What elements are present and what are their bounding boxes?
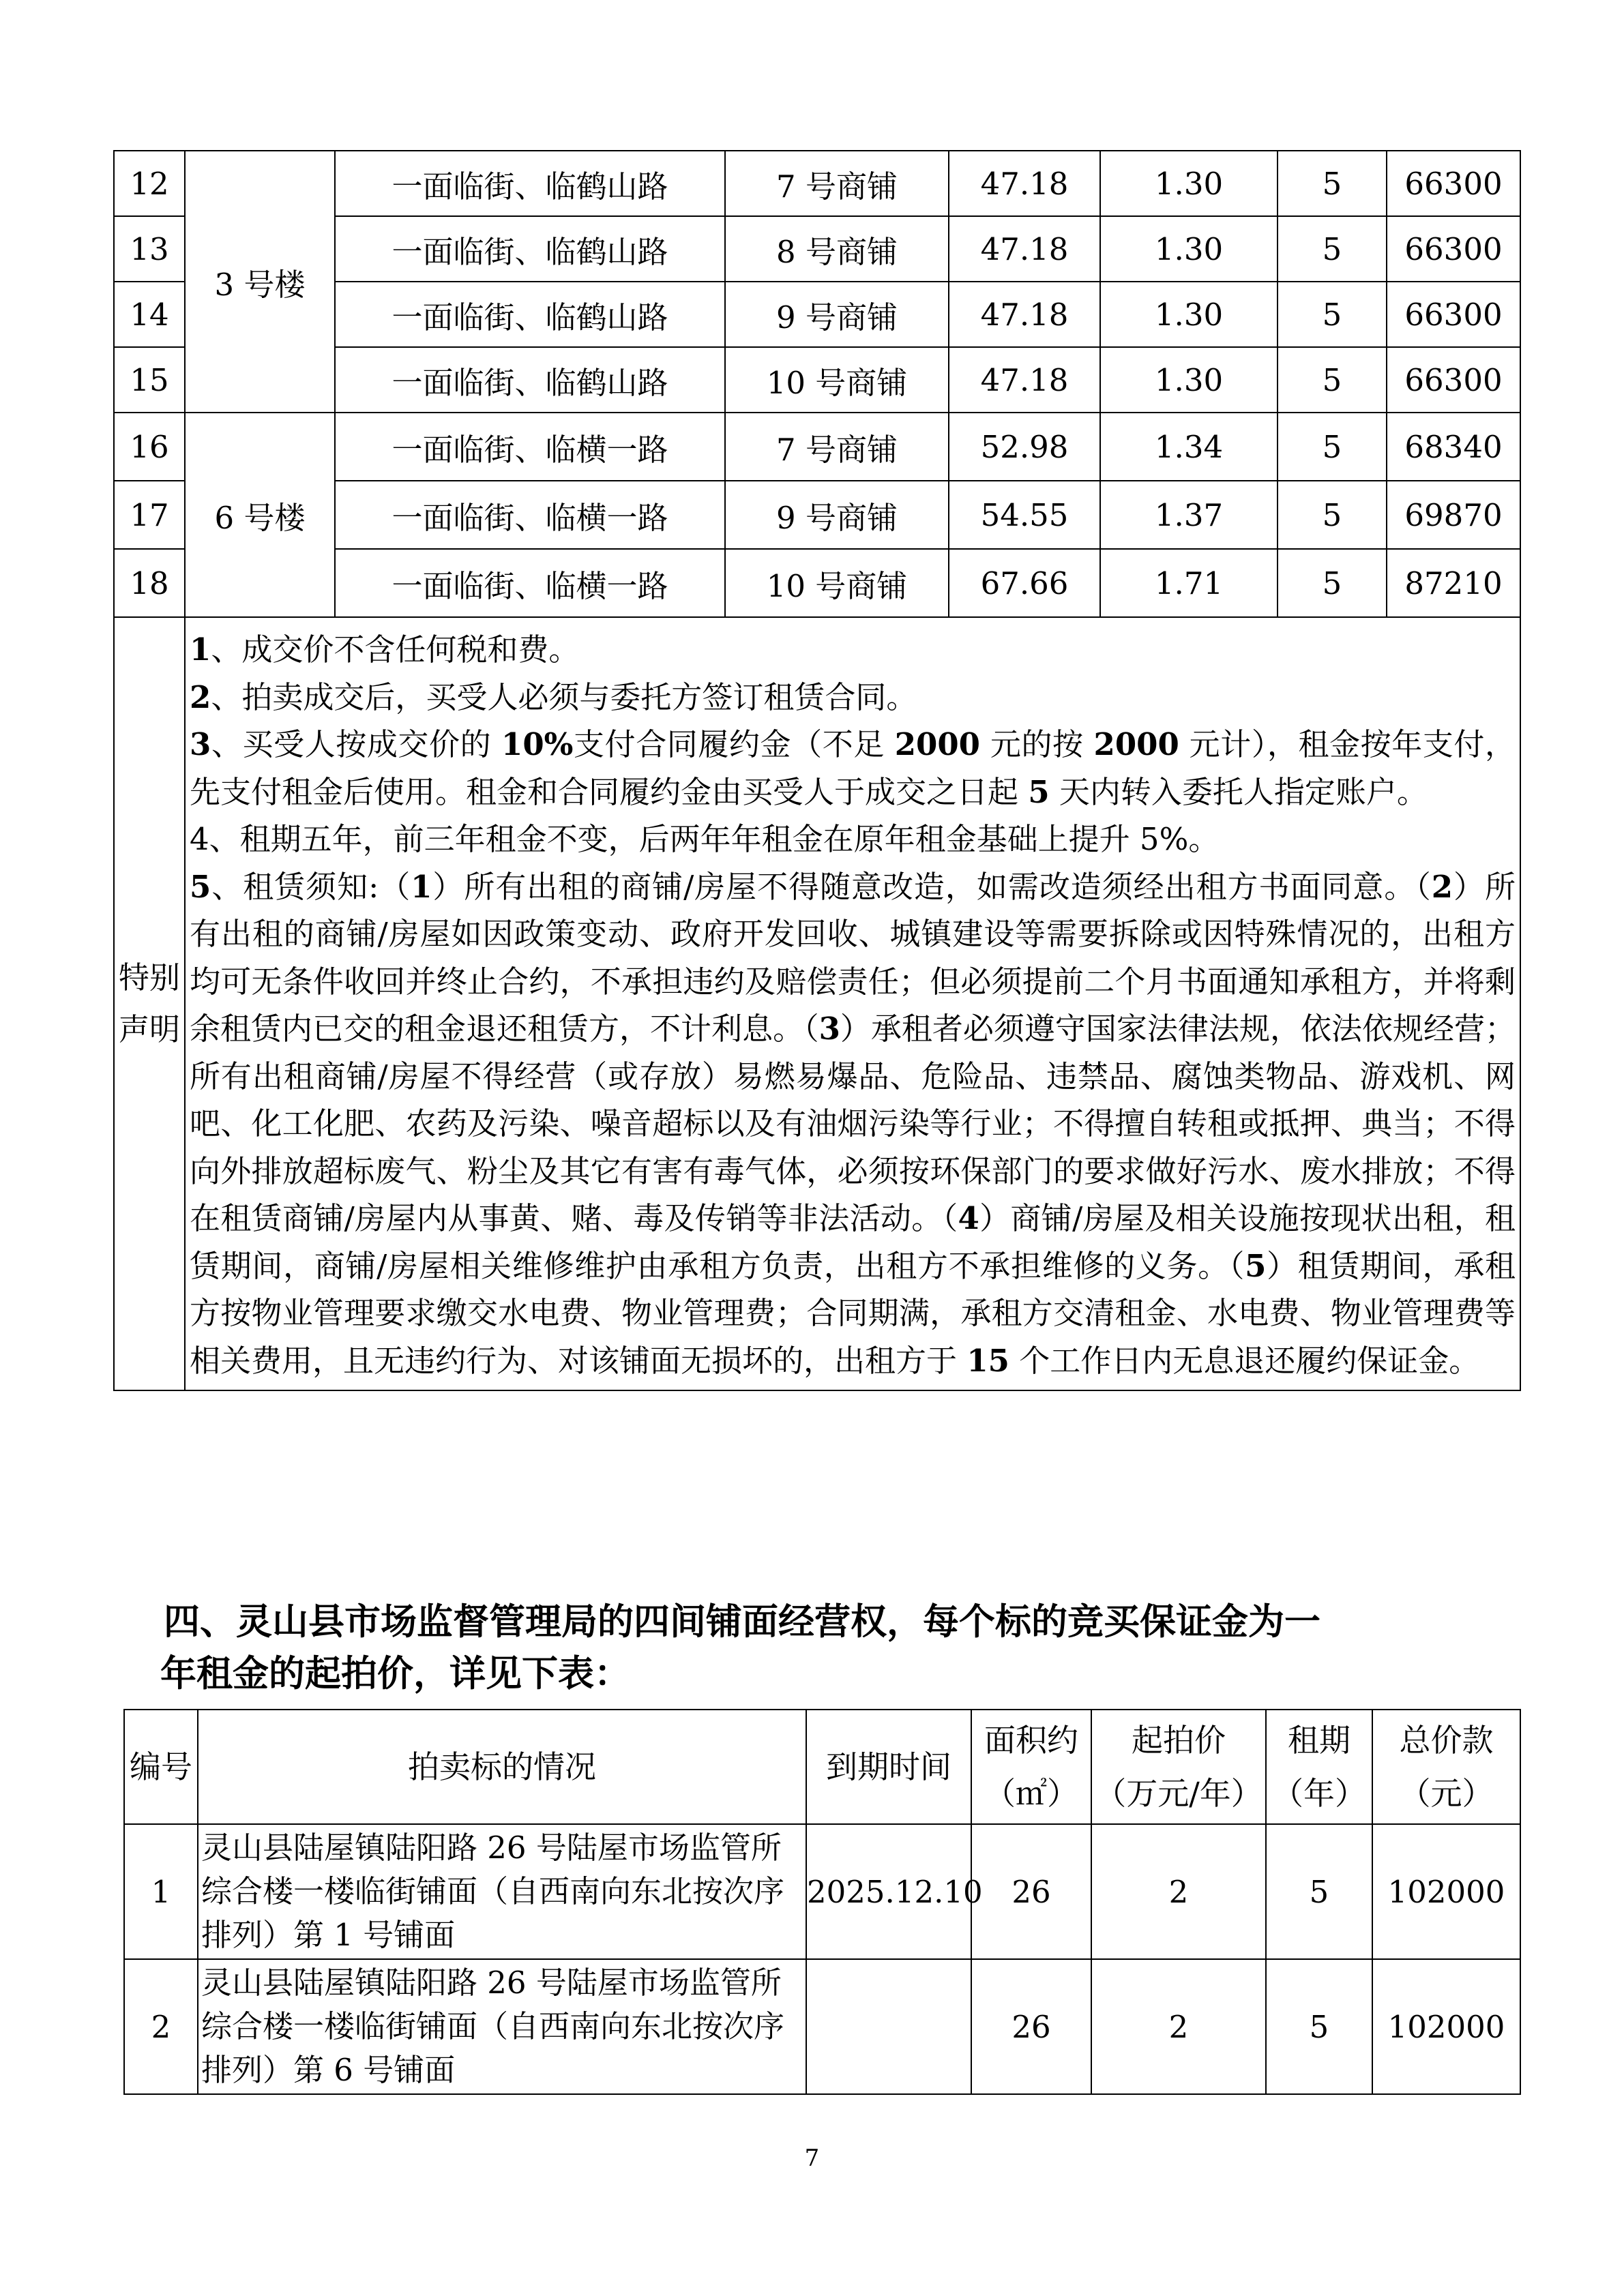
area-cell: 26 (971, 1959, 1091, 2094)
price-cell: 1.71 (1100, 549, 1278, 617)
term-cell: 5 (1278, 347, 1387, 413)
row-number: 15 (114, 347, 185, 413)
price-cell: 2 (1091, 1959, 1266, 2094)
shop-cell: 8 号商铺 (725, 216, 949, 282)
shop-cell: 7 号商铺 (725, 413, 949, 481)
location-cell: 一面临街、临横一路 (335, 413, 725, 481)
note-3: 3、买受人按成交价的 10%支付合同履约金（不足 2000 元的按 2000 元计），租金按年支付，先支付租金后使用。租金和合同履约金由买受人于成交之日起 5 天内转入委托人指定账户。 (190, 726, 1516, 810)
row-number: 2 (124, 1959, 198, 2094)
location-cell: 一面临街、临鹤山路 (335, 216, 725, 282)
header-no: 编号 (124, 1710, 198, 1824)
row-number: 17 (114, 481, 185, 549)
price-cell: 1.34 (1100, 413, 1278, 481)
area-cell: 67.66 (949, 549, 1100, 617)
total-cell: 102000 (1372, 1959, 1520, 2094)
expire-cell (806, 1959, 971, 2094)
price-cell: 1.30 (1100, 216, 1278, 282)
shop-cell: 9 号商铺 (725, 282, 949, 347)
total-cell: 66300 (1387, 347, 1520, 413)
total-cell: 68340 (1387, 413, 1520, 481)
heading-line-2: 年租金的起拍价，详见下表： (160, 1652, 630, 1695)
location-cell: 一面临街、临横一路 (335, 549, 725, 617)
term-cell: 5 (1266, 1824, 1372, 1959)
building-cell: 3 号楼 (185, 151, 335, 413)
area-cell: 47.18 (949, 151, 1100, 216)
total-cell: 66300 (1387, 151, 1520, 216)
header-term: 租期 （年） (1266, 1710, 1372, 1824)
term-cell: 5 (1278, 481, 1387, 549)
header-total: 总价款 （元） (1372, 1710, 1520, 1824)
shop-cell: 10 号商铺 (725, 347, 949, 413)
location-cell: 一面临街、临鹤山路 (335, 347, 725, 413)
total-cell: 66300 (1387, 216, 1520, 282)
area-cell: 47.18 (949, 347, 1100, 413)
header-area: 面积约 （㎡） (971, 1710, 1091, 1824)
special-statement-text: 特别声明 (118, 959, 180, 1047)
area-cell: 47.18 (949, 282, 1100, 347)
note-2: 2、拍卖成交后，买受人必须与委托方签订租赁合同。 (190, 679, 917, 715)
shop-cell: 9 号商铺 (725, 481, 949, 549)
term-cell: 5 (1278, 549, 1387, 617)
page-number: 7 (804, 2145, 820, 2172)
location-cell: 一面临街、临鹤山路 (335, 282, 725, 347)
area-cell: 52.98 (949, 413, 1100, 481)
desc-cell: 灵山县陆屋镇陆阳路 26 号陆屋市场监管所综合楼一楼临街铺面（自西南向东北按次序排列）第 6 号铺面 (198, 1959, 806, 2094)
row-number: 12 (114, 151, 185, 216)
price-cell: 2 (1091, 1824, 1266, 1959)
table-row (124, 1959, 1520, 2094)
term-cell: 5 (1278, 282, 1387, 347)
building-cell: 6 号楼 (185, 413, 335, 617)
term-cell: 5 (1278, 151, 1387, 216)
area-cell: 54.55 (949, 481, 1100, 549)
price-cell: 1.37 (1100, 481, 1278, 549)
total-cell: 66300 (1387, 282, 1520, 347)
shop-auction-table (123, 1709, 1521, 2095)
row-number: 13 (114, 216, 185, 282)
table-row (114, 413, 1520, 481)
total-cell: 102000 (1372, 1824, 1520, 1959)
notes-row (114, 617, 1520, 1390)
special-statement-label (114, 617, 185, 1390)
lease-table-continued (113, 150, 1521, 1391)
heading-line-1: 四、灵山县市场监督管理局的四间铺面经营权，每个标的竞买保证金为一 (164, 1600, 1320, 1643)
shop-cell: 7 号商铺 (725, 151, 949, 216)
location-cell: 一面临街、临鹤山路 (335, 151, 725, 216)
header-price: 起拍价 （万元/年） (1091, 1710, 1266, 1824)
row-number: 1 (124, 1824, 198, 1959)
desc-cell: 灵山县陆屋镇陆阳路 26 号陆屋市场监管所综合楼一楼临街铺面（自西南向东北按次序排列）第 1 号铺面 (198, 1824, 806, 1959)
shop-cell: 10 号商铺 (725, 549, 949, 617)
table-row (114, 151, 1520, 216)
location-cell: 一面临街、临横一路 (335, 481, 725, 549)
header-expire: 到期时间 (806, 1710, 971, 1824)
area-cell: 26 (971, 1824, 1091, 1959)
note-4: 4、租期五年，前三年租金不变，后两年年租金在原年租金基础上提升 5%。 (190, 821, 1220, 857)
header-desc: 拍卖标的情况 (198, 1710, 806, 1824)
term-cell: 5 (1278, 413, 1387, 481)
price-cell: 1.30 (1100, 347, 1278, 413)
expire-cell: 2025.12.10 (806, 1824, 971, 1959)
total-cell: 87210 (1387, 549, 1520, 617)
row-number: 14 (114, 282, 185, 347)
area-cell: 47.18 (949, 216, 1100, 282)
term-cell: 5 (1266, 1959, 1372, 2094)
total-cell: 69870 (1387, 481, 1520, 549)
special-statement-content (185, 617, 1520, 1390)
note-5: 5、租赁须知:（1）所有出租的商铺/房屋不得随意改造，如需改造须经出租方书面同意。（2）所有出租的商铺/房屋如因政策变动、政府开发回收、城镇建设等需要拆除或因特殊情况的，出租方均可无条件收回并终止合约，不承担违约及赔偿责任；但必须提前二个月书面通知承租方，并将剩余租赁内已交的租金退还租赁方，不计利息。（3）承租者必须遵守国家法律法规，依法依规经营；所有出租商铺/房屋不得经营（或存放）易燃易爆品、危险品、违禁品、腐蚀类物品、游戏机、网吧、化工化肥、农药及污染、噪音超标以及有油烟污染等行业；不得擅自转租或抵押、典当；不得向外排放超标废气、粉尘及其它有害有毒气体，必须按环保部门的要求做好污水、废水排放；不得在租赁商铺/房屋内从事黄、赌、毒及传销等非法活动。（4）商铺/房屋及相关设施按现状出租，租赁期间，商铺/房屋相关维修维护由承租方负责，出租方不承担维修的义务。（5）租赁期间，承租方按物业管理要求缴交水电费、物业管理费；合同期满，承租方交清租金、水电费、物业管理费等相关费用，且无违约行为、对该铺面无损坏的，出租方于 15 个工作日内无息退还履约保证金。 (190, 868, 1516, 1379)
table-header-row (124, 1710, 1520, 1824)
section-4-heading (160, 1596, 1501, 1699)
price-cell: 1.30 (1100, 151, 1278, 216)
row-number: 18 (114, 549, 185, 617)
price-cell: 1.30 (1100, 282, 1278, 347)
table-row (124, 1824, 1520, 1959)
row-number: 16 (114, 413, 185, 481)
note-1: 1、成交价不含任何税和费。 (190, 631, 580, 668)
term-cell: 5 (1278, 216, 1387, 282)
